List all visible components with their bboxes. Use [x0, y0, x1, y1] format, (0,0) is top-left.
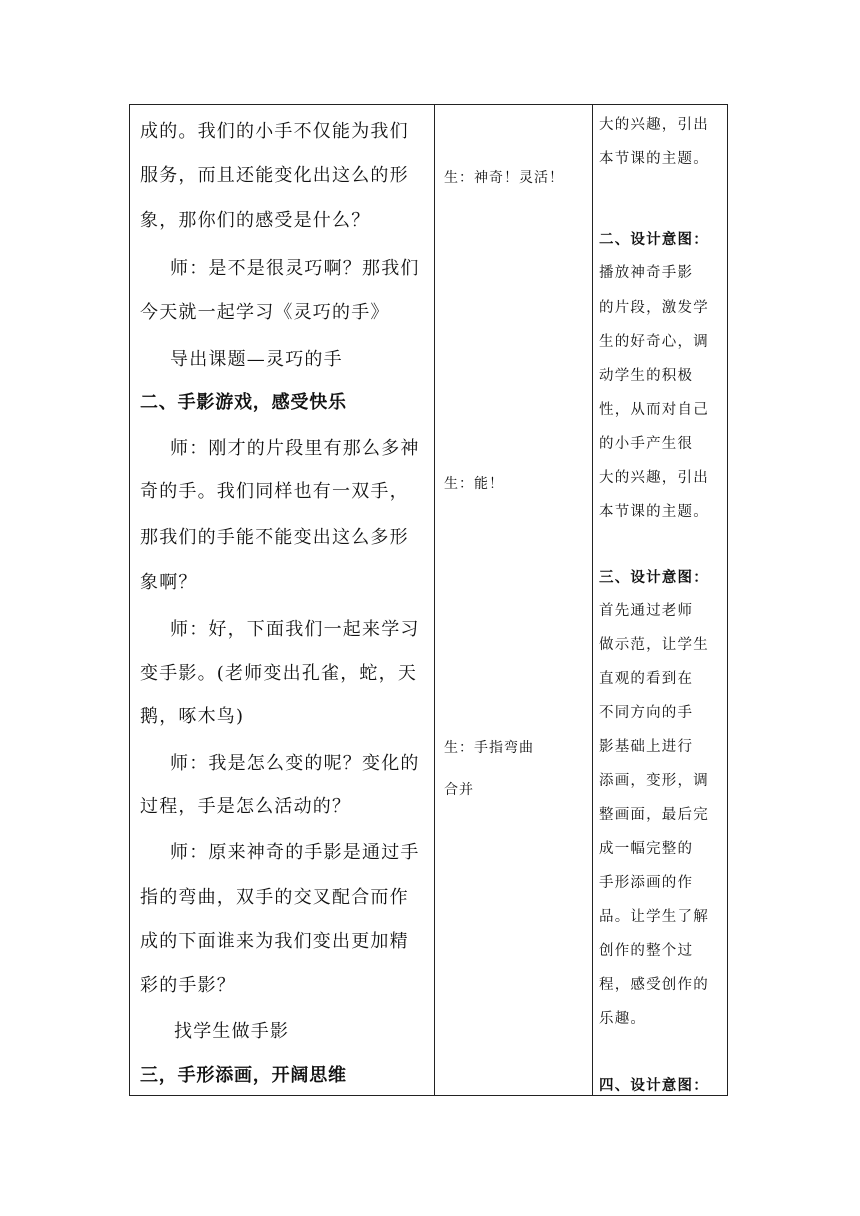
text-line: 直观的看到在 — [599, 671, 694, 687]
text-line: 生：手指弯曲 — [444, 740, 534, 756]
text-line: 动学生的积极 — [599, 368, 694, 384]
text-line: 生的好奇心，调 — [599, 334, 709, 350]
text-line: 手形添画的作 — [599, 875, 694, 891]
text-line: 象，那你们的感受是什么？ — [140, 210, 371, 231]
section-heading: 二、手影游戏，感受快乐 — [140, 392, 347, 413]
text-line: 本节课的主题。 — [599, 504, 709, 520]
lesson-plan-table — [129, 104, 728, 1096]
text-line: 生：能！ — [444, 476, 504, 492]
text-line: 影基础上进行 — [599, 739, 694, 755]
text-line: 首先通过老师 — [599, 603, 694, 619]
design-intent-column — [592, 105, 729, 1095]
text-line: 师：是不是很灵巧啊？那我们 — [170, 258, 420, 279]
text-line: 创作的整个过 — [599, 943, 694, 959]
text-line: 播放神奇手影 — [599, 265, 694, 281]
text-line: 的片段，激发学 — [599, 300, 709, 316]
text-line: 的小手产生很 — [599, 436, 694, 452]
student-activity-column — [434, 105, 592, 1095]
section-heading: 三，手形添画，开阔思维 — [140, 1065, 347, 1086]
text-line: 师：我是怎么变的呢？变化的 — [170, 753, 420, 774]
text-line: 成的。我们的小手不仅能为我们 — [140, 121, 409, 142]
text-line: 添画，变形，调 — [599, 773, 709, 789]
text-line: 那我们的手能不能变出这么多形 — [140, 527, 409, 548]
text-line: 做示范，让学生 — [599, 637, 709, 653]
text-line: 象啊？ — [140, 572, 198, 593]
text-line: 本节课的主题。 — [599, 151, 709, 167]
text-line: 找学生做手影 — [174, 1021, 290, 1042]
text-line: 性，从而对自己 — [599, 402, 709, 418]
text-line: 整画面，最后完 — [599, 807, 709, 823]
text-line: 程，感受创作的 — [599, 977, 709, 993]
text-line: 师：原来神奇的手影是通过手 — [170, 842, 420, 863]
text-line: 指的弯曲，双手的交叉配合而作 — [140, 887, 409, 908]
text-line: 彩的手影？ — [140, 975, 236, 996]
text-line: 品。让学生了解 — [599, 909, 709, 925]
text-line: 大的兴趣，引出 — [599, 470, 709, 486]
section-heading: 四、设计意图： — [599, 1077, 709, 1094]
text-line: 变手影。(老师变出孔雀，蛇，天 — [140, 663, 418, 684]
text-line: 成的下面谁来为我们变出更加精 — [140, 931, 409, 952]
text-line: 师：刚才的片段里有那么多神 — [170, 438, 420, 459]
text-line: 生：神奇！灵活！ — [444, 170, 564, 186]
text-line: 大的兴趣，引出 — [599, 117, 709, 133]
section-heading: 二、设计意图： — [599, 231, 709, 248]
text-line: 服务，而且还能变化出这么的形 — [140, 165, 409, 186]
teacher-activity-column — [130, 105, 434, 1095]
text-line: 奇的手。我们同样也有一双手， — [140, 481, 409, 502]
text-line: 今天就一起学习《灵巧的手》 — [140, 302, 390, 323]
text-line: 过程，手是怎么活动的？ — [140, 796, 352, 817]
text-line: 乐趣。 — [599, 1011, 647, 1027]
text-line: 鹅，啄木鸟) — [140, 706, 245, 727]
text-line: 不同方向的手 — [599, 705, 694, 721]
text-line: 合并 — [444, 782, 474, 798]
section-heading: 三、设计意图： — [599, 569, 709, 586]
text-line: 成一幅完整的 — [599, 841, 694, 857]
text-line: 导出课题—灵巧的手 — [170, 349, 343, 370]
text-line: 师：好，下面我们一起来学习 — [170, 619, 420, 640]
